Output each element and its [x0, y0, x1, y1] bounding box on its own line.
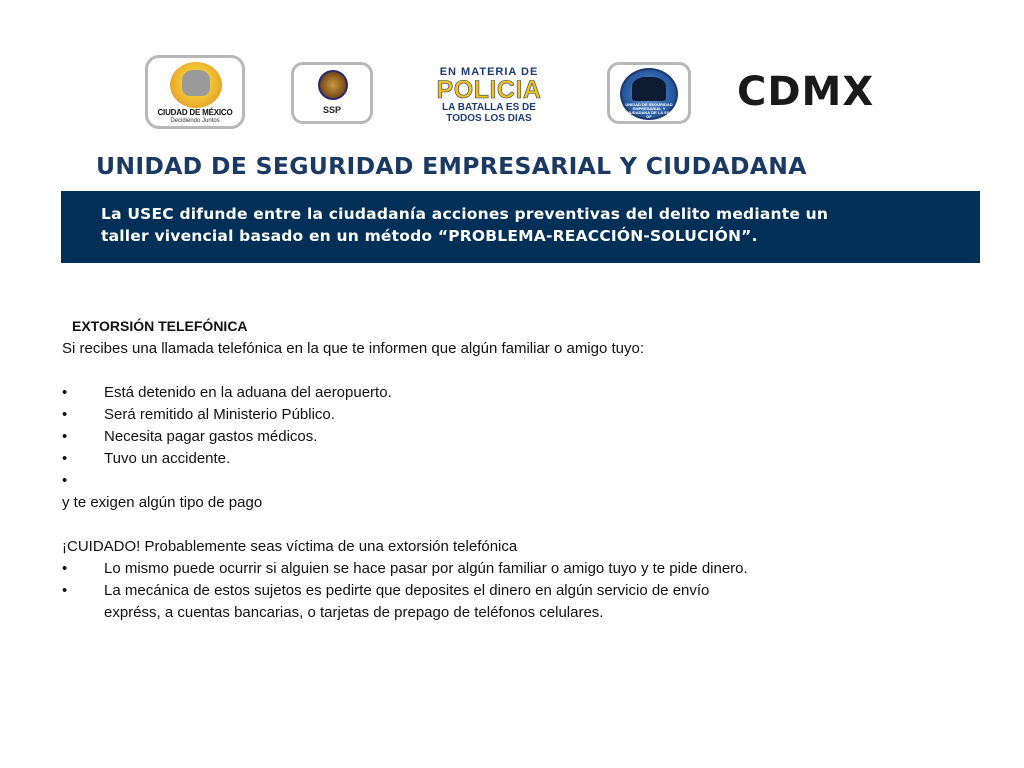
list-item — [62, 558, 962, 580]
usec-logo — [607, 62, 691, 124]
policia-line1: EN MATERIA DE — [439, 66, 539, 78]
ciudad-de-mexico-logo — [145, 55, 245, 129]
policia-line2: POLICIA — [436, 76, 542, 104]
demand-text: y te exigen algún tipo de pago — [62, 494, 263, 511]
logo-strip — [0, 0, 1024, 140]
bullet-icon: • — [62, 406, 68, 423]
list-item — [62, 426, 962, 448]
list-item-text: Está detenido en la aduana del aeropuerto. — [104, 384, 392, 401]
list-item — [62, 404, 962, 426]
spacer — [62, 514, 962, 536]
banner-text — [101, 203, 941, 247]
list-item — [62, 448, 962, 470]
bullet-icon: • — [62, 450, 68, 467]
intro-paragraph: Si recibes una llamada telefónica en la que te informen que algún familiar o amigo tuyo: — [62, 340, 645, 357]
list-item-text: La mecánica de estos sujetos es pedirte que deposites el dinero en algún servicio de envío — [104, 582, 710, 599]
list-item-text: Será remitido al Ministerio Público. — [104, 406, 335, 423]
banner-line-2: taller vivencial basado en un método “PROBLEMA-REACCIÓN-SOLUCIÓN”. — [101, 227, 758, 245]
spacer — [62, 360, 962, 382]
cdmx-seal-line1: CIUDAD DE MÉXICO — [157, 108, 233, 117]
bullet-icon: • — [62, 582, 68, 599]
page-title: UNIDAD DE SEGURIDAD EMPRESARIAL Y CIUDADANA — [96, 152, 807, 180]
policia-logo — [415, 66, 563, 124]
policia-line3a: LA BATALLA ES DE — [442, 102, 536, 113]
usec-label: UNIDAD DE SEGURIDAD EMPRESARIAL Y CIUDADANA DE LA SSP DF — [625, 102, 673, 119]
bullet-icon: • — [62, 560, 68, 577]
bullet-icon: • — [62, 428, 68, 445]
banner-line-1: La USEC difunde entre la ciudadanía acciones preventivas del delito mediante un — [101, 205, 829, 223]
warning-text: ¡CUIDADO! Probablemente seas víctima de una extorsión telefónica — [62, 538, 518, 555]
police-badge-icon — [318, 70, 348, 100]
cdmx-wordmark: CDMX — [737, 69, 875, 115]
list-item — [62, 382, 962, 404]
people-silhouette-icon — [632, 77, 666, 101]
list-item — [62, 470, 962, 492]
section-title: EXTORSIÓN TELEFÓNICA — [72, 318, 248, 334]
list-item-text: Necesita pagar gastos médicos. — [104, 428, 318, 445]
bullet-icon: • — [62, 384, 68, 401]
list-item-text: Lo mismo puede ocurrir si alguien se hace pasar por algún familiar o amigo tuyo y te pide dinero. — [104, 560, 748, 577]
list-item — [62, 580, 962, 602]
content-body — [62, 316, 962, 624]
ssp-label: SSP — [322, 105, 341, 115]
list-item-continuation: expréss, a cuentas bancarias, o tarjetas de prepago de teléfonos celulares. — [104, 604, 604, 621]
list-item-text: Tuvo un accidente. — [104, 450, 231, 467]
cdmx-seal-line2: Decidiendo Juntos — [170, 118, 220, 124]
policia-line3b: TODOS LOS DIAS — [446, 113, 532, 124]
intro-banner — [61, 191, 980, 263]
bullet-icon: • — [62, 472, 68, 489]
ssp-logo — [291, 62, 373, 124]
eagle-icon — [182, 70, 210, 96]
